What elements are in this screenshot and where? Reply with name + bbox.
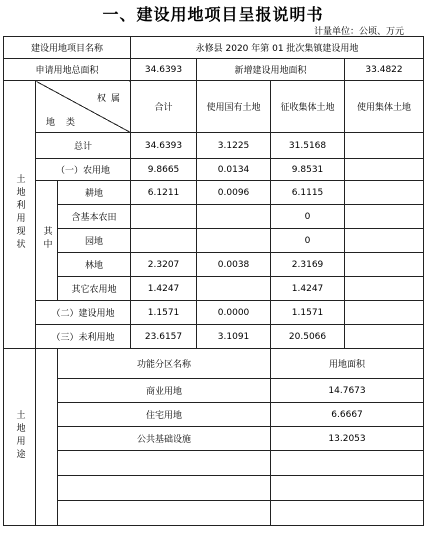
empty-cell bbox=[271, 501, 424, 526]
cell bbox=[345, 205, 424, 229]
table-row bbox=[4, 403, 424, 427]
page-title: 一、建设用地项目呈报说明书 bbox=[102, 5, 324, 24]
table-row bbox=[4, 379, 424, 403]
header-total: 合计 bbox=[131, 81, 197, 133]
diagonal-header bbox=[36, 81, 131, 133]
project-name-label: 建设用地项目名称 bbox=[4, 37, 131, 59]
cell bbox=[197, 229, 271, 253]
zone-area: 14.7673 bbox=[271, 379, 424, 403]
table-row bbox=[4, 133, 424, 159]
cell bbox=[345, 277, 424, 301]
unit-note: 计量单位：公顷、万元 bbox=[313, 27, 404, 37]
table-row bbox=[4, 476, 424, 501]
cell: 1.4247 bbox=[271, 277, 345, 301]
cell: 0 bbox=[271, 205, 345, 229]
table-row bbox=[4, 181, 424, 205]
table-row bbox=[4, 325, 424, 349]
row-label: 园地 bbox=[58, 229, 131, 253]
blank-gutter bbox=[36, 349, 58, 526]
header-collective: 使用集体土地 bbox=[345, 81, 424, 133]
empty-cell bbox=[271, 476, 424, 501]
cell: 1.1571 bbox=[131, 301, 197, 325]
cell bbox=[345, 301, 424, 325]
diag-top-a: 权 bbox=[97, 94, 107, 104]
cell bbox=[345, 229, 424, 253]
total-area-value: 34.6393 bbox=[131, 59, 197, 81]
table-row bbox=[4, 205, 424, 229]
empty-cell bbox=[271, 451, 424, 476]
cell: 3.1091 bbox=[197, 325, 271, 349]
cell bbox=[197, 205, 271, 229]
cell: 1.4247 bbox=[131, 277, 197, 301]
cell bbox=[345, 253, 424, 277]
cell: 34.6393 bbox=[131, 133, 197, 159]
cell bbox=[345, 133, 424, 159]
cell: 6.1115 bbox=[271, 181, 345, 205]
new-area-value: 33.4822 bbox=[345, 59, 424, 81]
diag-bot-b: 类 bbox=[66, 118, 76, 128]
cell: 0.0038 bbox=[197, 253, 271, 277]
table-row bbox=[4, 451, 424, 476]
cell: 0.0096 bbox=[197, 181, 271, 205]
cell bbox=[345, 181, 424, 205]
zone-area: 6.6667 bbox=[271, 403, 424, 427]
row-label: 耕地 bbox=[58, 181, 131, 205]
cell bbox=[345, 159, 424, 181]
cell: 2.3169 bbox=[271, 253, 345, 277]
table-row bbox=[4, 159, 424, 181]
table-row bbox=[4, 427, 424, 451]
cell: 6.1211 bbox=[131, 181, 197, 205]
row-label: 含基本农田 bbox=[58, 205, 131, 229]
zone-name: 住宅用地 bbox=[58, 403, 271, 427]
cell: 0.0000 bbox=[197, 301, 271, 325]
cell bbox=[197, 277, 271, 301]
table-row bbox=[4, 277, 424, 301]
cell bbox=[131, 229, 197, 253]
empty-cell bbox=[58, 476, 271, 501]
table-row bbox=[4, 501, 424, 526]
project-name-value: 永修县 2020 年第 01 批次集镇建设用地 bbox=[131, 37, 424, 59]
new-area-label: 新增建设用地面积 bbox=[197, 59, 345, 81]
row-label: （二）建设用地 bbox=[36, 301, 131, 325]
header-collect: 征收集体土地 bbox=[271, 81, 345, 133]
diag-bot-a: 地 bbox=[46, 118, 56, 128]
row-label: 总计 bbox=[36, 133, 131, 159]
empty-cell bbox=[58, 451, 271, 476]
cell: 1.1571 bbox=[271, 301, 345, 325]
cell bbox=[131, 205, 197, 229]
cell: 31.5168 bbox=[271, 133, 345, 159]
project-table bbox=[3, 36, 424, 526]
land-status-side-label: 土地利用现状 bbox=[4, 81, 36, 349]
cell: 2.3207 bbox=[131, 253, 197, 277]
row-label: 林地 bbox=[58, 253, 131, 277]
zone-name: 公共基础设施 bbox=[58, 427, 271, 451]
row-label: （一）农用地 bbox=[36, 159, 131, 181]
cell: 0 bbox=[271, 229, 345, 253]
zone-area-header: 用地面积 bbox=[271, 349, 424, 379]
empty-cell bbox=[58, 501, 271, 526]
row-label: 其它农用地 bbox=[58, 277, 131, 301]
table-row bbox=[4, 301, 424, 325]
cell: 20.5066 bbox=[271, 325, 345, 349]
cell: 3.1225 bbox=[197, 133, 271, 159]
table-row bbox=[4, 229, 424, 253]
zone-name-header: 功能分区名称 bbox=[58, 349, 271, 379]
cell: 9.8665 bbox=[131, 159, 197, 181]
cell: 9.8531 bbox=[271, 159, 345, 181]
zone-name: 商业用地 bbox=[58, 379, 271, 403]
land-purpose-side-label: 土地用途 bbox=[4, 349, 36, 526]
table-row bbox=[4, 253, 424, 277]
cell: 23.6157 bbox=[131, 325, 197, 349]
header-state: 使用国有土地 bbox=[197, 81, 271, 133]
total-area-label: 申请用地总面积 bbox=[4, 59, 131, 81]
cell: 0.0134 bbox=[197, 159, 271, 181]
cell bbox=[345, 325, 424, 349]
sub-side-label: 其中 bbox=[36, 181, 58, 301]
diag-top-b: 属 bbox=[111, 94, 121, 104]
zone-area: 13.2053 bbox=[271, 427, 424, 451]
row-label: （三）未利用地 bbox=[36, 325, 131, 349]
